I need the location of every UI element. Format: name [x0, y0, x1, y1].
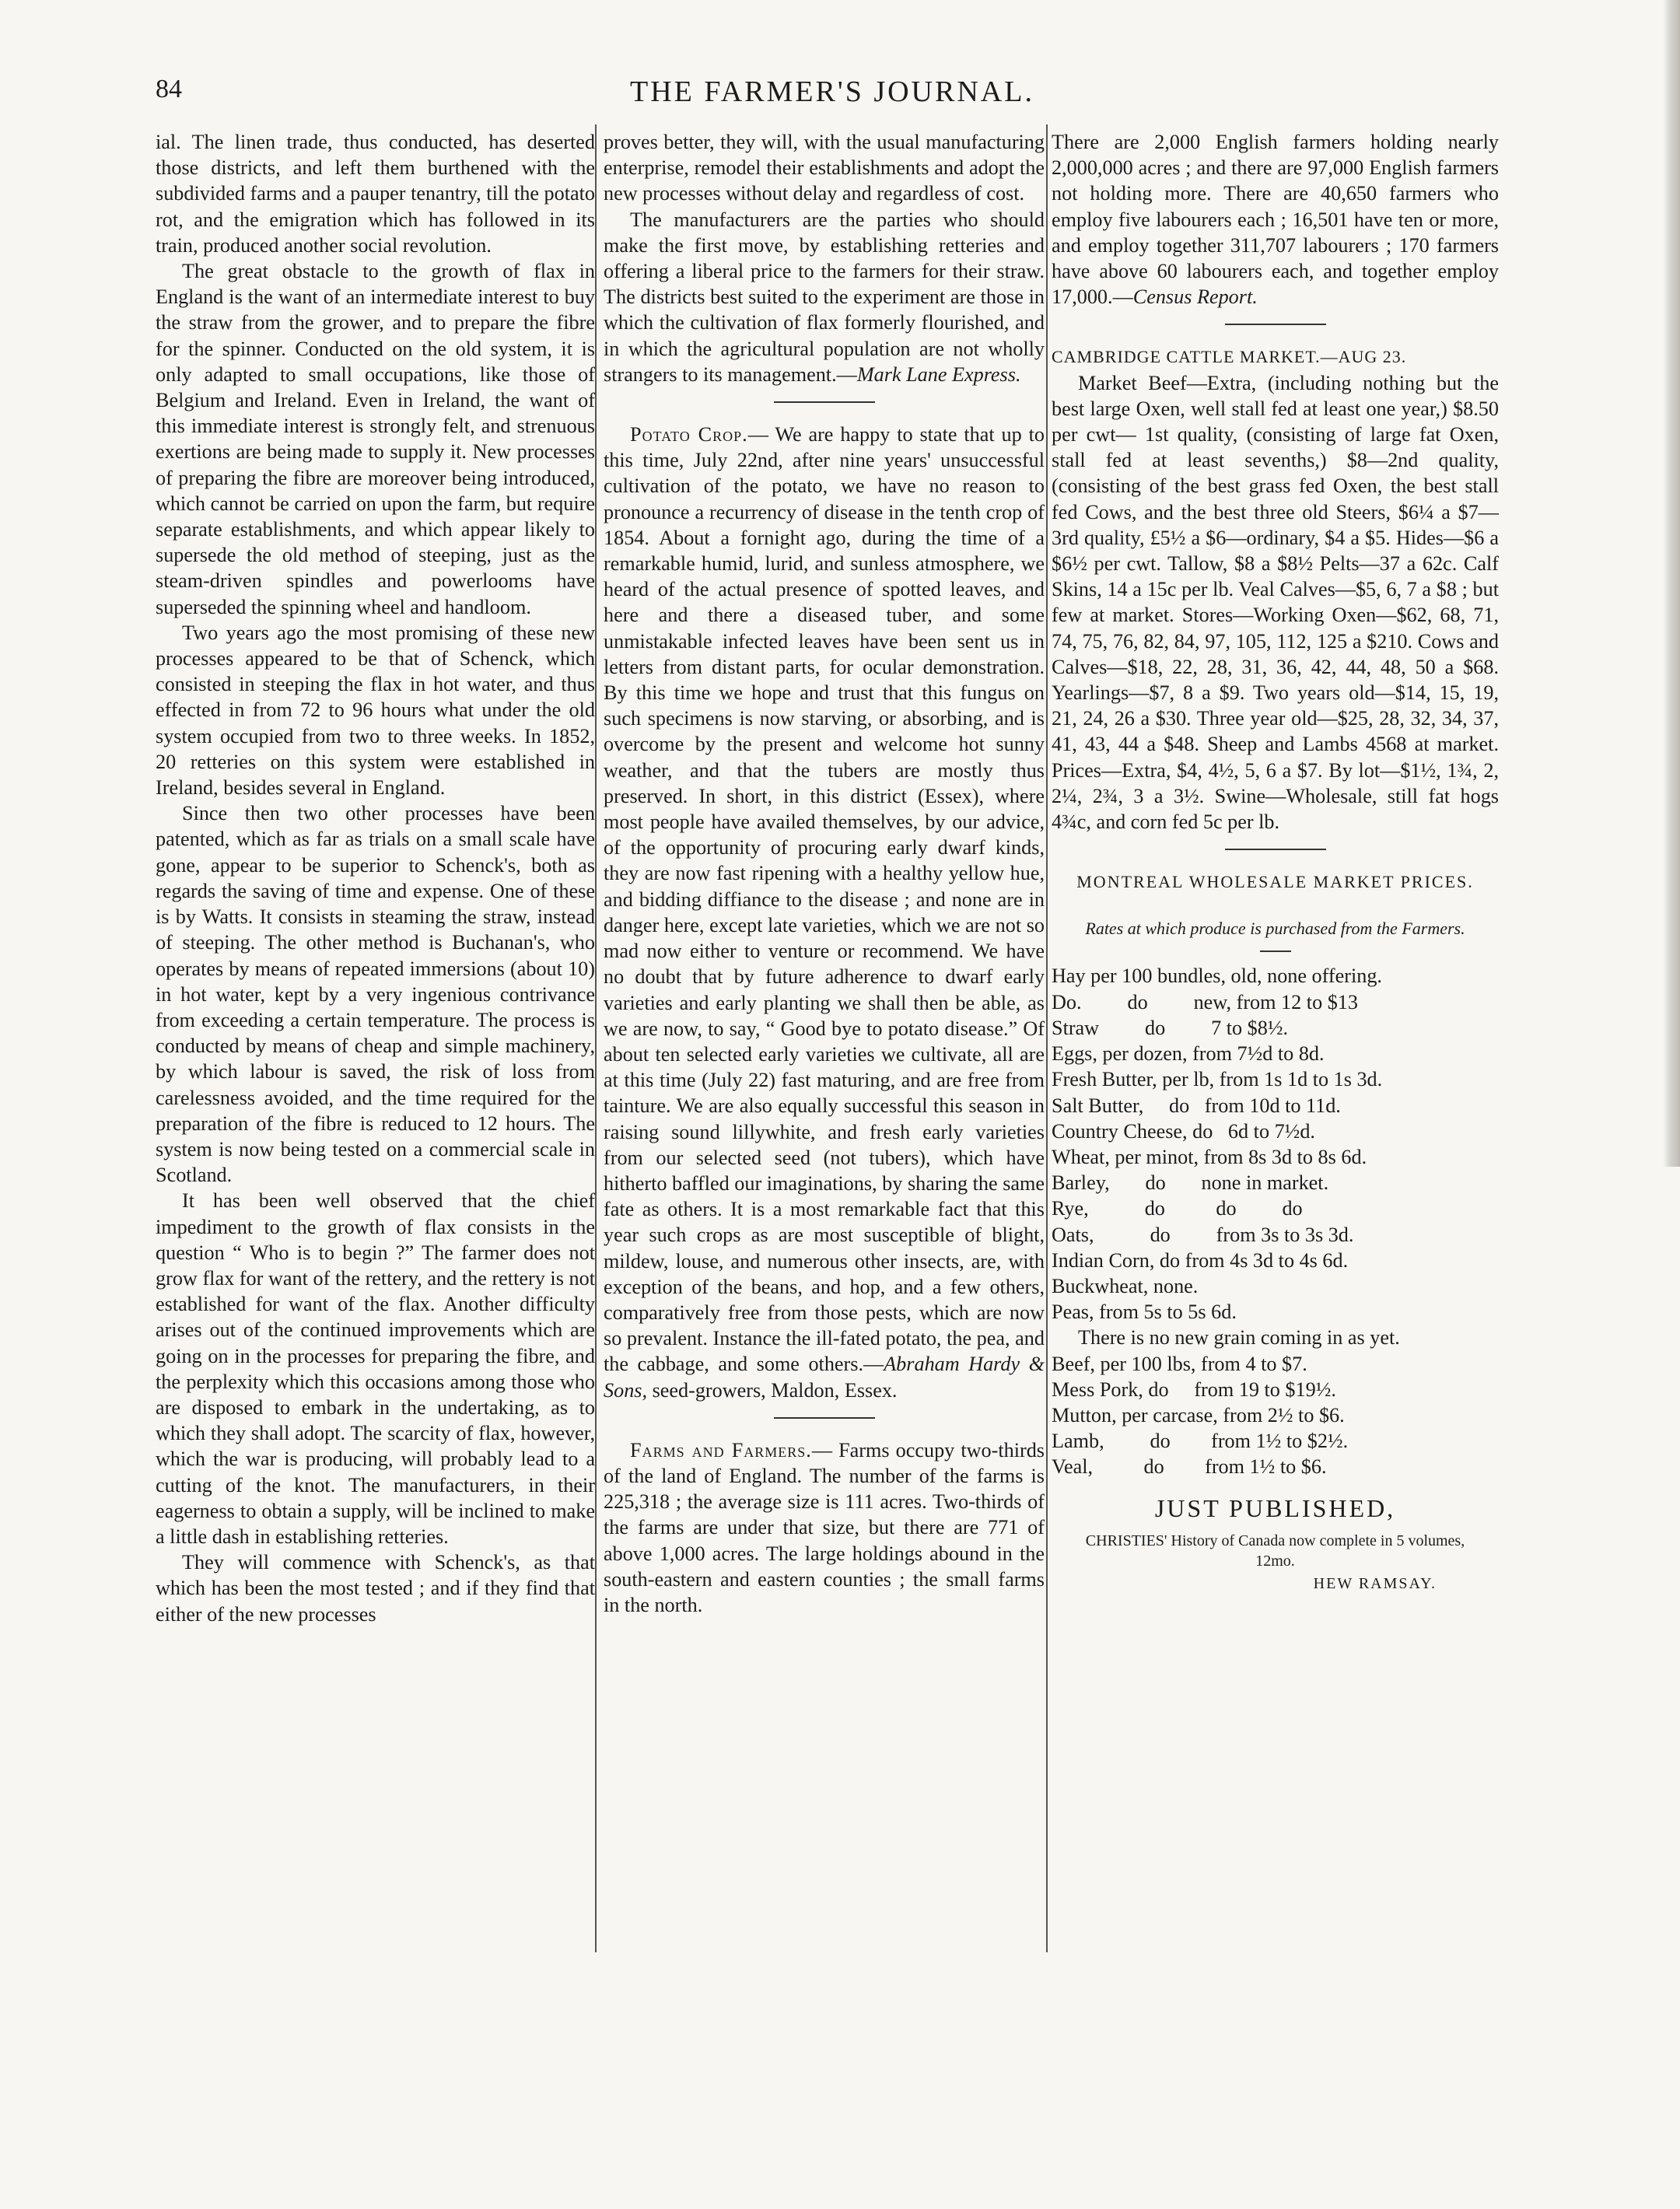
- paragraph: Two years ago the most promising of these new processes appeared to be that of Schenck, which consisted in steeping the flax in hot water, and thus effected in from 72 to 96 hours what under the old system occupied from two to three weeks. In 1852, 20 retteries on this system were established in Ireland, besides several in England.: [156, 621, 595, 800]
- list-item: Barley, do none in market.: [1052, 1171, 1329, 1195]
- montreal-market-heading: MONTREAL WHOLESALE MARKET PRICES.: [1076, 872, 1474, 892]
- column-1: [156, 129, 595, 1627]
- article-potato-crop: [604, 422, 1045, 1403]
- just-published-heading: JUST PUBLISHED,: [1154, 1493, 1396, 1522]
- paragraph-text: The manufacturers are the parties who should make the first move, by establishing retteries and offering a liberal price to the farmers for their straw. The districts best suited to the experiment are those in which the cultivation of flax formerly flourished, and in which the agricultural population are not wholly strangers to its management.—: [604, 208, 1045, 386]
- list-item: Rye, do do do: [1052, 1197, 1303, 1220]
- list-item: Salt Butter, do from 10d to 11d.: [1052, 1094, 1341, 1117]
- market-note: There is no new grain coming in as yet.: [1078, 1326, 1400, 1350]
- advertisement-signature: HEW RAMSAY.: [1313, 1574, 1437, 1592]
- list-item: Wheat, per minot, from 8s 3d to 8s 6d.: [1052, 1145, 1367, 1168]
- cambridge-market-heading: CAMBRIDGE CATTLE MARKET.—AUG 23.: [1052, 347, 1407, 367]
- advertisement-body: CHRISTIES' History of Canada now complete in 5 volumes, 12mo.: [1085, 1532, 1465, 1570]
- article-heading: Farms and Farmers.: [630, 1438, 812, 1462]
- list-item: Do. do new, from 12 to $13: [1052, 990, 1358, 1013]
- paragraph-text: There are 2,000 English farmers holding nearly 2,000,000 acres ; and there are 97,000 English farmers not holding more. There are 40,650 farmers who employ five labourers each ; 16,501 have ten or more, and employ together 311,707 labourers ; 170 farmers have above 60 labourers each, and together employ 17,000.—: [1052, 131, 1499, 309]
- article-farms-and-farmers: [604, 1437, 1045, 1618]
- rates-note: Rates at which produce is purchased from the Farmers.: [1085, 919, 1465, 939]
- source-credit: Census Report.: [1132, 285, 1258, 309]
- list-item: Indian Corn, do from 4s 3d to 4s 6d.: [1052, 1248, 1349, 1272]
- list-item: Fresh Butter, per lb, from 1s 1d to 1s 3d.: [1052, 1068, 1383, 1091]
- paragraph: It has been well observed that the chief impediment to the growth of flax consists in the question “ Who is to begin ?” The farmer does not grow flax for want of the rettery, and the rettery is not established for want of the flax. Another difficulty arises out of the continued improvements which are going on in the processes for preparing the fibre, and the perplexity which this occasions among those who are disposed to embark in the undertaking, as to which they shall adopt. The scarcity of flax, however, which the war is producing, will probably lead to a cutting of the knot. The manufacturers, in their eagerness to obtain a supply, will be inclined to make a little dash in establishing retteries.: [156, 1189, 595, 1548]
- list-item: Hay per 100 bundles, old, none offering.: [1052, 964, 1382, 988]
- paragraph: Since then two other processes have been patented, which as far as trials on a small scale have gone, appear to be superior to Schenck's, both as regards the saving of time and expense. One of these is by Watts. It consists in steaming the straw, instead of steeping. The other method is Buchanan's, who operates by means of repeated immersions (about 10) in hot water, kept by a very ingenious contrivance from exceeding a certain temperature. The process is conducted by means of cheap and simple machinery, by which labour is saved, the risk of loss from carelessness avoided, and the time required for the preparation of the fibre is reduced to 12 hours. The system is now being tested on a commercial scale in Scotland.: [156, 802, 595, 1187]
- paragraph: ial. The linen trade, thus conducted, has deserted those districts, and left them burthened with the subdivided farms and a pauper tenantry, till the potato rot, and the emigration which has followed in its train, produced another social revolution.: [156, 131, 595, 257]
- page-edge-shadow: [1663, 0, 1680, 1167]
- list-item: Buckwheat, none.: [1052, 1274, 1199, 1297]
- list-item: Veal, do from 1½ to $6.: [1052, 1455, 1327, 1479]
- list-item: Beef, per 100 lbs, from 4 to $7.: [1052, 1352, 1307, 1375]
- paragraph: The great obstacle to the growth of flax in England is the want of an intermediate interest to buy the straw from the grower, and to prepare the fibre for the spinner. Conducted on the old system, it is only adapted to small occupations, like those of Belgium and Ireland. Even in Ireland, the want of this immediate interest is strongly felt, and strenuous exertions are being made to supply it. New processes of preparing the fibre are moreover being introduced, which cannot be carried on upon the farm, but require separate establishments, and which appear likely to supersede the old method of steeping, just as the steam-driven spindles and powerlooms have superseded the spinning wheel and handloom.: [156, 260, 595, 618]
- column-2: [604, 129, 1045, 1618]
- section-divider: [1260, 950, 1291, 952]
- section-divider: [1225, 849, 1326, 850]
- page-header: [156, 75, 1509, 114]
- list-item: Mess Pork, do from 19 to $19½.: [1052, 1378, 1336, 1401]
- list-item: Eggs, per dozen, from 7½d to 8d.: [1052, 1042, 1325, 1066]
- list-item: Straw do 7 to $8½.: [1052, 1016, 1289, 1039]
- list-item: Lamb, do from 1½ to $2½.: [1052, 1430, 1349, 1453]
- market-price-list: [1052, 963, 1499, 1479]
- journal-title: THE FARMER'S JOURNAL.: [630, 75, 1034, 108]
- section-divider: [774, 401, 875, 403]
- list-item: Mutton, per carcase, from 2½ to $6.: [1052, 1403, 1345, 1427]
- source-credit-tail: seed-growers, Maldon, Essex.: [647, 1378, 898, 1402]
- list-item: Oats, do from 3s to 3s 3d.: [1052, 1223, 1354, 1246]
- page-number: 84: [156, 75, 182, 103]
- paragraph: [604, 207, 1045, 387]
- column-3: [1052, 129, 1499, 1597]
- source-credit: Abraham Hardy & Sons,: [604, 1353, 1045, 1402]
- cambridge-market-body: Market Beef—Extra, (including nothing but the best large Oxen, well stall fed at least one year,) $8.50 per cwt— 1st quality, (consisting of large fat Oxen, stall fed at least sevenths,) $8—2nd quality, (consisting of the best grass fed Oxen, the best stall fed Cows, and the best three old Steers, $6¼ a $7—3rd quality, £5½ a $6—ordinary, $4 a $5. Hides—$6 a $6½ per cwt. Tallow, $8 a $8½ Pelts—37 a 62c. Calf Skins, 14 a 15c per lb. Veal Calves—$5, 6, 7 a $8 ; but few at market. Stores—Working Oxen—$62, 68, 71, 74, 75, 76, 82, 84, 97, 105, 112, 125 a $210. Cows and Calves—$18, 22, 28, 31, 36, 42, 44, 48, 50 a $68. Yearlings—$7, 8 a $9. Two years old—$14, 15, 19, 21, 24, 26 a $30. Three year old—$25, 28, 32, 34, 37, 41, 43, 44 a $48. Sheep and Lambs 4568 at market. Prices—Extra, $4, 4½, 5, 6 a $7. By lot—$1½, 1¾, 2, 2¼, 2¾, 3 a 3½. Swine—Wholesale, still fat hogs 4¾c, and corn fed 5c per lb.: [1052, 371, 1499, 834]
- article-body: — Farms occupy two-thirds of the land of England. The number of the farms is 225,318 ; the average size is 111 acres. Two-thirds of the farms are under that size, but there are 771 of above 1,000 acres. The large holdings abound in the south-eastern and eastern counties ; the small farms in the north.: [604, 1438, 1045, 1616]
- section-divider: [774, 1417, 875, 1419]
- article-heading: Potato Crop.: [630, 423, 748, 446]
- column-rule-left: [595, 124, 597, 1952]
- article-body: — We are happy to state that up to this time, July 22nd, after nine years' unsuccessful cultivation of the potato, we have no reason to pronounce a recurrency of disease in the tenth crop of 1854. About a fornight ago, during the time of a remarkable humid, lurid, and sunless atmosphere, we heard of the actual presence of spotted leaves, and here and there a diseased tuber, and some unmistakable infected leaves have been sent us in letters from distant parts, for ocular demonstration. By this time we hope and trust that this fungus on such specimens is now starving, or absorbing, and is overcome by the present and welcome hot sunny weather, and that the tubers are mostly thus preserved. In short, in this district (Essex), where most people have availed themselves, by our advice, of the opportunity of procuring early dwarf kinds, they are now fast ripening with a healthy yellow hue, and bidding diffiance to the disease ; and none are in danger here, except late varieties, which we are not so mad now either to venture or recommend. We have no doubt that by future adherence to dwarf early varieties and early planting we shall then be able, as we are now, to say, “ Good bye to potato disease.” Of about ten selected early varieties we cultivate, all are at this time (July 22) fast maturing, and are free from tainture. We are also equally successful this season in raising sound lillywhite, and fresh early varieties from our selected seed (not tubers), which have hitherto baffled our imaginations, by sharing the same fate as others. It is a most remarkable fact that this year such crops as are most susceptible of blight, mildew, louse, and numerous other insects, are, with exception of the beans, and hop, and a few others, comparatively free from those pests, which are now so prevalent. Instance the ill-fated potato, the pea, and the cabbage, and some others.—: [604, 423, 1045, 1376]
- paragraph: proves better, they will, with the usual manufacturing enterprise, remodel their establishments and adopt the new processes without delay and regardless of cost.: [604, 131, 1045, 205]
- paragraph: They will commence with Schenck's, as that which has been the most tested ; and if they find that either of the new processes: [156, 1551, 595, 1626]
- section-divider: [1225, 324, 1326, 325]
- list-item: Country Cheese, do 6d to 7½d.: [1052, 1119, 1315, 1143]
- paragraph: [1052, 129, 1499, 310]
- list-item: Peas, from 5s to 5s 6d.: [1052, 1301, 1237, 1324]
- column-rule-right: [1046, 124, 1048, 1952]
- source-credit: Mark Lane Express.: [856, 362, 1021, 386]
